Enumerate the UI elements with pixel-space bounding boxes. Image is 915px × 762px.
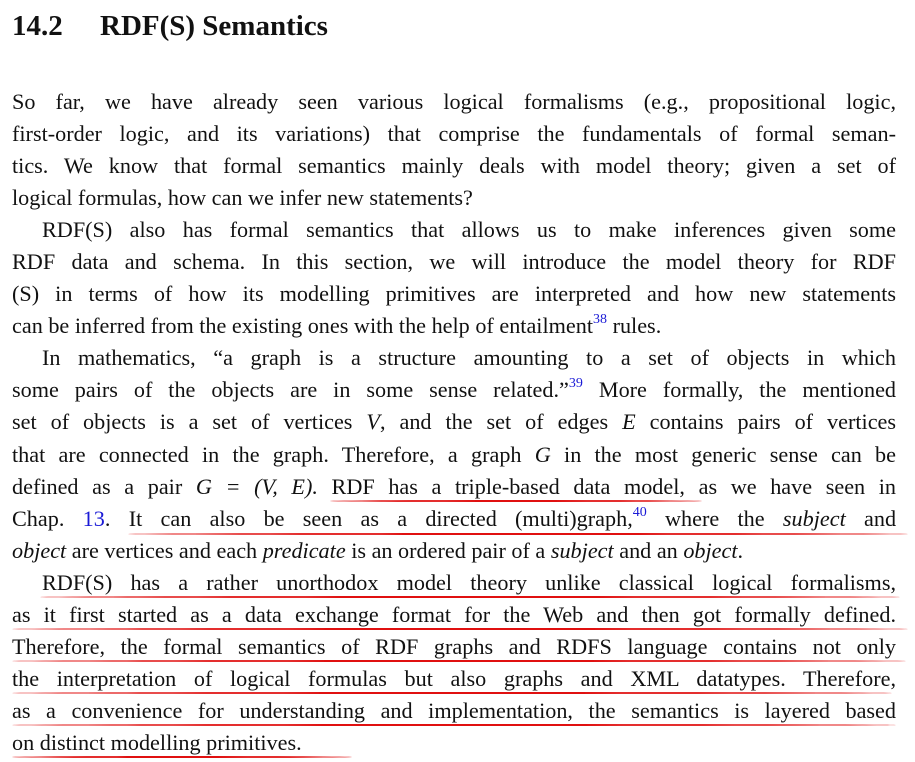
term-subject: subject <box>782 505 846 531</box>
highlighted-phrase: It can also be seen as a directed (multi)graph, <box>128 505 633 531</box>
line-text: and an <box>619 537 678 563</box>
line-text: set of objects is a set of vertices <box>12 409 353 435</box>
math-V: V <box>366 409 380 435</box>
line-text: the interpretation of logical formulas but also graphs and XML datatypes. Therefore, <box>12 665 896 691</box>
paragraph-1-line-2: first-order logic, and its variations) that comprise the fundamentals of formal seman- <box>12 121 896 147</box>
paragraph-3-line-5 <box>12 471 896 503</box>
paragraph-2-line-3: (S) in terms of how its modelling primitives are interpreted and how new statements <box>12 281 896 307</box>
math-formula: G = (V, E). <box>195 473 318 499</box>
paragraph-2-line-1: RDF(S) also has formal semantics that allows us to make inferences given some <box>42 217 896 243</box>
paragraph-4-line-2 <box>12 599 896 631</box>
paragraph-1-line-1: So far, we have already seen various logical formalisms (e.g., propositional logic, <box>12 89 896 114</box>
paragraph-3-line-3 <box>12 406 896 438</box>
line-text-end: and <box>864 505 897 531</box>
paragraph-2-line-4 <box>12 310 896 342</box>
term-predicate: predicate <box>262 537 346 563</box>
term-subject: subject <box>550 537 614 563</box>
paragraph-3-line-4 <box>12 439 896 471</box>
line-text: . <box>104 505 111 531</box>
quote-text: some pairs of the objects are in some sense related.” <box>12 377 569 403</box>
chapter-13-link[interactable]: 13 <box>82 505 105 531</box>
underline-mark <box>330 500 702 502</box>
line-text: can be inferred from the existing ones with the help of entailment <box>12 313 594 339</box>
line-text: that are connected in the graph. Therefore, a graph <box>12 441 522 467</box>
line-text-end: in the most generic sense can be <box>564 441 897 467</box>
section-heading <box>12 6 328 46</box>
underline-mark <box>40 596 900 598</box>
highlighted-phrase: RDF has a triple-based data model, <box>331 473 685 499</box>
paragraph-1-line-4: logical formulas, how can we infer new statements? <box>12 185 473 211</box>
underline-mark <box>12 692 892 694</box>
paragraph-4-line-1 <box>12 567 896 599</box>
footnote-38-link[interactable]: 38 <box>593 312 608 328</box>
section-body <box>12 86 896 759</box>
paragraph-1-line-3: tics. We know that formal semantics mainly deals with model theory; given a set of <box>12 153 896 179</box>
underline-mark <box>12 724 896 726</box>
term-object: object <box>12 537 67 563</box>
line-text: Chap. <box>12 505 65 531</box>
line-text: is an ordered pair of a <box>351 537 546 563</box>
line-text: as a convenience for understanding and implementation, the semantics is layered based <box>12 697 896 723</box>
line-text-end: More formally, the mentioned <box>598 377 897 403</box>
underline-mark <box>12 628 908 630</box>
paragraph-2-line-2: RDF data and schema. In this section, we will introduce the model theory for RDF <box>12 249 896 275</box>
paragraph-4-line-5 <box>12 695 896 727</box>
underline-mark <box>12 756 352 758</box>
paragraph-3-line-1: In mathematics, “a graph is a structure amounting to a set of objects in which <box>42 345 896 371</box>
term-object: object <box>683 537 738 563</box>
paragraph-3-line-7: object are vertices and each predicate is an ordered pair of a subject and an object. <box>12 537 744 563</box>
paragraph-4-line-6 <box>12 727 896 759</box>
footnote-40-link[interactable]: 40 <box>632 504 647 520</box>
paragraph-4-line-3 <box>12 631 896 663</box>
line-text: are vertices and each <box>71 537 258 563</box>
line-text-end: as we have seen in <box>698 473 897 499</box>
line-text-end: rules. <box>612 313 662 339</box>
line-text: RDF(S) has a rather unorthodox model theory unlike classical logical formalisms, <box>42 569 896 595</box>
paragraph-3-line-2 <box>12 374 896 406</box>
line-text: Therefore, the formal semantics of RDF graphs and RDFS language contains not only <box>12 633 896 659</box>
section-title: RDF(S) Semantics <box>100 10 328 42</box>
line-text: as it first started as a data exchange format for the Web and then got formally defined. <box>12 601 896 627</box>
footnote-39-link[interactable]: 39 <box>568 376 583 392</box>
section-number: 14.2 <box>12 10 63 42</box>
line-text: where the <box>665 505 765 531</box>
paragraph-3-line-6 <box>12 503 896 535</box>
line-text: , and the set of edges <box>379 409 609 435</box>
paragraph-4-line-4 <box>12 663 896 695</box>
math-G: G <box>534 441 551 467</box>
underline-mark <box>12 660 906 662</box>
line-text-end: contains pairs of vertices <box>649 409 897 435</box>
line-text: on distinct modelling primitives. <box>12 729 302 755</box>
math-E: E <box>622 409 636 435</box>
line-text: defined as a pair <box>12 473 183 499</box>
